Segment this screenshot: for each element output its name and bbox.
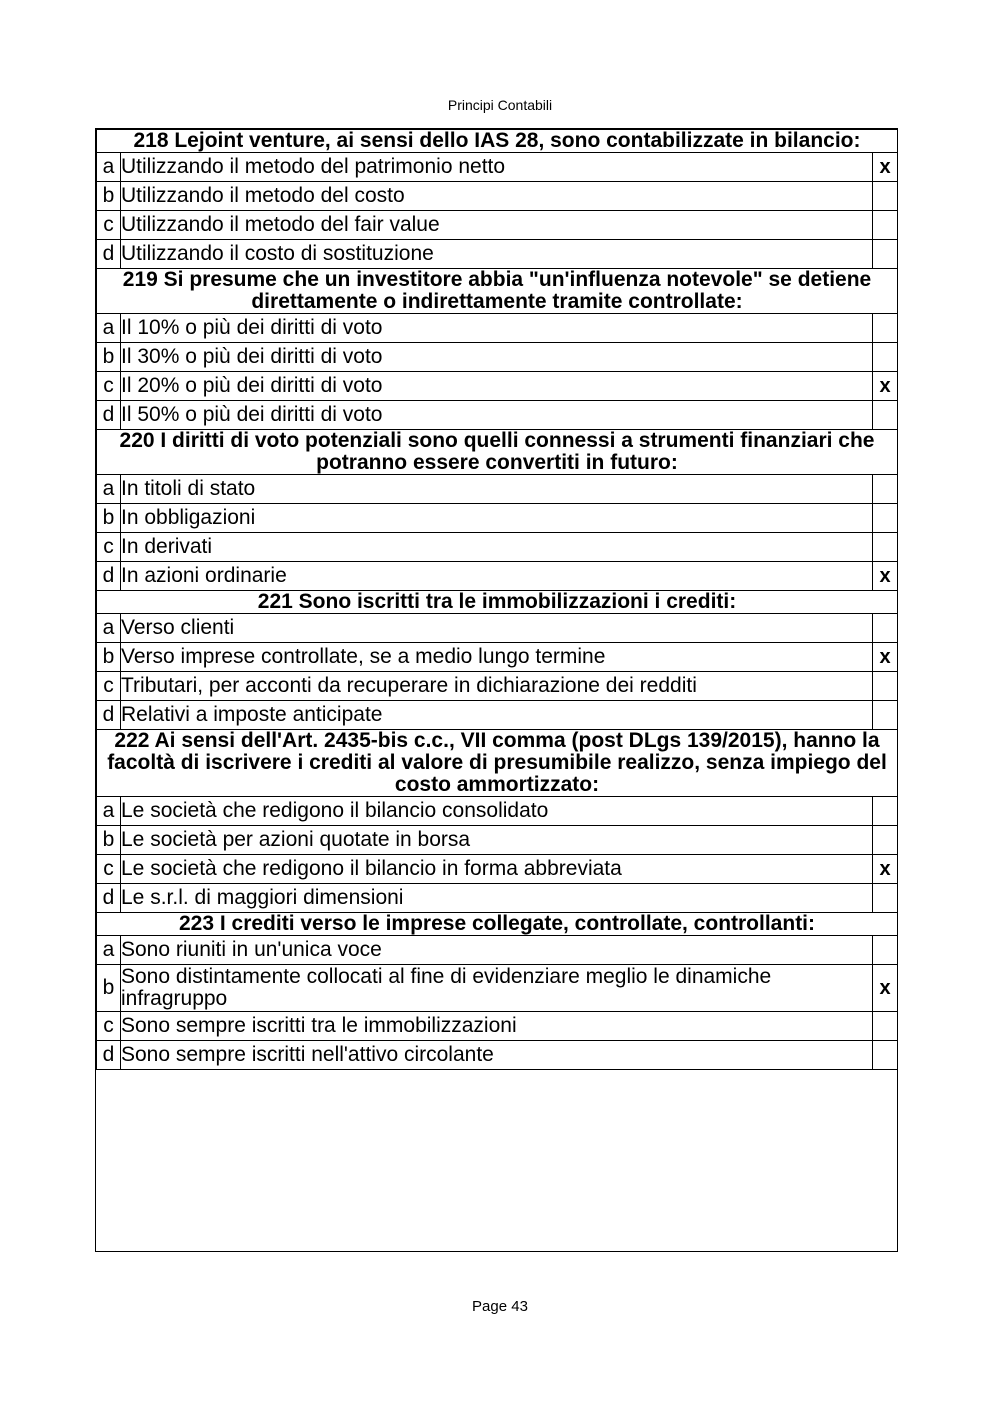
question-row xyxy=(97,269,898,314)
answer-letter: b xyxy=(97,504,121,533)
correct-answer-mark: x xyxy=(873,643,898,672)
answer-text: Sono riuniti in un'unica voce xyxy=(121,936,873,965)
correct-answer-mark xyxy=(873,182,898,211)
answer-row xyxy=(97,372,898,401)
answer-text: Relativi a imposte anticipate xyxy=(121,701,873,730)
question-row xyxy=(97,913,898,936)
answer-row xyxy=(97,826,898,855)
correct-answer-mark xyxy=(873,701,898,730)
question-text: 222 Ai sensi dell'Art. 2435-bis c.c., VII comma (post DLgs 139/2015), hanno la facoltà di iscrivere i crediti al valore di presumibile realizzo, senza impiego del costo ammortizzato: xyxy=(97,730,898,797)
question-text: 223 I crediti verso le imprese collegate, controllate, controllanti: xyxy=(97,913,898,936)
answer-text: Utilizzando il metodo del fair value xyxy=(121,211,873,240)
answer-text: In derivati xyxy=(121,533,873,562)
answer-text: Utilizzando il metodo del costo xyxy=(121,182,873,211)
answer-letter: c xyxy=(97,211,121,240)
correct-answer-mark xyxy=(873,936,898,965)
answer-letter: c xyxy=(97,855,121,884)
correct-answer-mark: x xyxy=(873,965,898,1012)
answer-text: Sono sempre iscritti tra le immobilizzazioni xyxy=(121,1012,873,1041)
answer-text: Sono distintamente collocati al fine di evidenziare meglio le dinamiche infragruppo xyxy=(121,965,873,1012)
answer-text: Le s.r.l. di maggiori dimensioni xyxy=(121,884,873,913)
answer-letter: d xyxy=(97,884,121,913)
answer-text: Le società per azioni quotate in borsa xyxy=(121,826,873,855)
correct-answer-mark: x xyxy=(873,372,898,401)
answer-text: Il 50% o più dei diritti di voto xyxy=(121,401,873,430)
answer-letter: d xyxy=(97,562,121,591)
answer-row xyxy=(97,211,898,240)
answer-row xyxy=(97,314,898,343)
correct-answer-mark: x xyxy=(873,855,898,884)
answer-row xyxy=(97,614,898,643)
page-header: Principi Contabili xyxy=(447,97,553,113)
answer-row xyxy=(97,153,898,182)
question-text: 221 Sono iscritti tra le immobilizzazioni i crediti: xyxy=(97,591,898,614)
answer-row xyxy=(97,240,898,269)
page-number: Page 43 xyxy=(472,1298,528,1315)
answer-letter: a xyxy=(97,936,121,965)
question-text: 220 I diritti di voto potenziali sono quelli connessi a strumenti finanziari che potranno essere convertiti in futuro: xyxy=(97,430,898,475)
answer-row xyxy=(97,672,898,701)
question-row xyxy=(97,130,898,153)
answer-letter: b xyxy=(97,965,121,1012)
answer-row xyxy=(97,701,898,730)
answer-text: Le società che redigono il bilancio in forma abbreviata xyxy=(121,855,873,884)
quiz-table xyxy=(96,129,898,1070)
correct-answer-mark xyxy=(873,475,898,504)
correct-answer-mark xyxy=(873,1012,898,1041)
answer-row xyxy=(97,965,898,1012)
question-text: 219 Si presume che un investitore abbia "un'influenza notevole" se detiene direttamente o indirettamente tramite controllate: xyxy=(97,269,898,314)
answer-text: Il 20% o più dei diritti di voto xyxy=(121,372,873,401)
correct-answer-mark xyxy=(873,1041,898,1070)
answer-letter: b xyxy=(97,343,121,372)
answer-row xyxy=(97,533,898,562)
question-row xyxy=(97,430,898,475)
answer-text: In obbligazioni xyxy=(121,504,873,533)
answer-text: Utilizzando il metodo del patrimonio netto xyxy=(121,153,873,182)
answer-letter: c xyxy=(97,533,121,562)
answer-row xyxy=(97,343,898,372)
answer-row xyxy=(97,562,898,591)
answer-letter: b xyxy=(97,826,121,855)
answer-text: In titoli di stato xyxy=(121,475,873,504)
answer-text: Il 30% o più dei diritti di voto xyxy=(121,343,873,372)
answer-text: Verso imprese controllate, se a medio lungo termine xyxy=(121,643,873,672)
correct-answer-mark: x xyxy=(873,153,898,182)
question-text: 218 Lejoint venture, ai sensi dello IAS 28, sono contabilizzate in bilancio: xyxy=(97,130,898,153)
answer-letter: d xyxy=(97,401,121,430)
answer-row xyxy=(97,797,898,826)
answer-row xyxy=(97,643,898,672)
correct-answer-mark xyxy=(873,884,898,913)
answer-letter: d xyxy=(97,240,121,269)
answer-row xyxy=(97,401,898,430)
answer-row xyxy=(97,182,898,211)
answer-letter: a xyxy=(97,314,121,343)
answer-text: Utilizzando il costo di sostituzione xyxy=(121,240,873,269)
answer-row xyxy=(97,1012,898,1041)
answer-text: Tributari, per acconti da recuperare in dichiarazione dei redditi xyxy=(121,672,873,701)
answer-letter: d xyxy=(97,1041,121,1070)
answer-text: Il 10% o più dei diritti di voto xyxy=(121,314,873,343)
answer-letter: c xyxy=(97,372,121,401)
answer-text: Le società che redigono il bilancio consolidato xyxy=(121,797,873,826)
correct-answer-mark xyxy=(873,343,898,372)
correct-answer-mark xyxy=(873,314,898,343)
correct-answer-mark xyxy=(873,672,898,701)
correct-answer-mark xyxy=(873,533,898,562)
answer-letter: a xyxy=(97,614,121,643)
answer-letter: c xyxy=(97,1012,121,1041)
answer-letter: a xyxy=(97,475,121,504)
correct-answer-mark xyxy=(873,797,898,826)
question-row xyxy=(97,730,898,797)
answer-row xyxy=(97,504,898,533)
question-row xyxy=(97,591,898,614)
answer-text: In azioni ordinarie xyxy=(121,562,873,591)
correct-answer-mark xyxy=(873,504,898,533)
answer-text: Sono sempre iscritti nell'attivo circolante xyxy=(121,1041,873,1070)
correct-answer-mark xyxy=(873,240,898,269)
answer-row xyxy=(97,855,898,884)
answer-letter: a xyxy=(97,153,121,182)
answer-letter: b xyxy=(97,643,121,672)
correct-answer-mark xyxy=(873,401,898,430)
answer-letter: a xyxy=(97,797,121,826)
answer-letter: c xyxy=(97,672,121,701)
answer-text: Verso clienti xyxy=(121,614,873,643)
answer-row xyxy=(97,884,898,913)
correct-answer-mark xyxy=(873,614,898,643)
quiz-table-frame xyxy=(95,128,898,1252)
answer-letter: b xyxy=(97,182,121,211)
correct-answer-mark xyxy=(873,826,898,855)
answer-row xyxy=(97,475,898,504)
correct-answer-mark: x xyxy=(873,562,898,591)
answer-letter: d xyxy=(97,701,121,730)
answer-row xyxy=(97,1041,898,1070)
correct-answer-mark xyxy=(873,211,898,240)
answer-row xyxy=(97,936,898,965)
